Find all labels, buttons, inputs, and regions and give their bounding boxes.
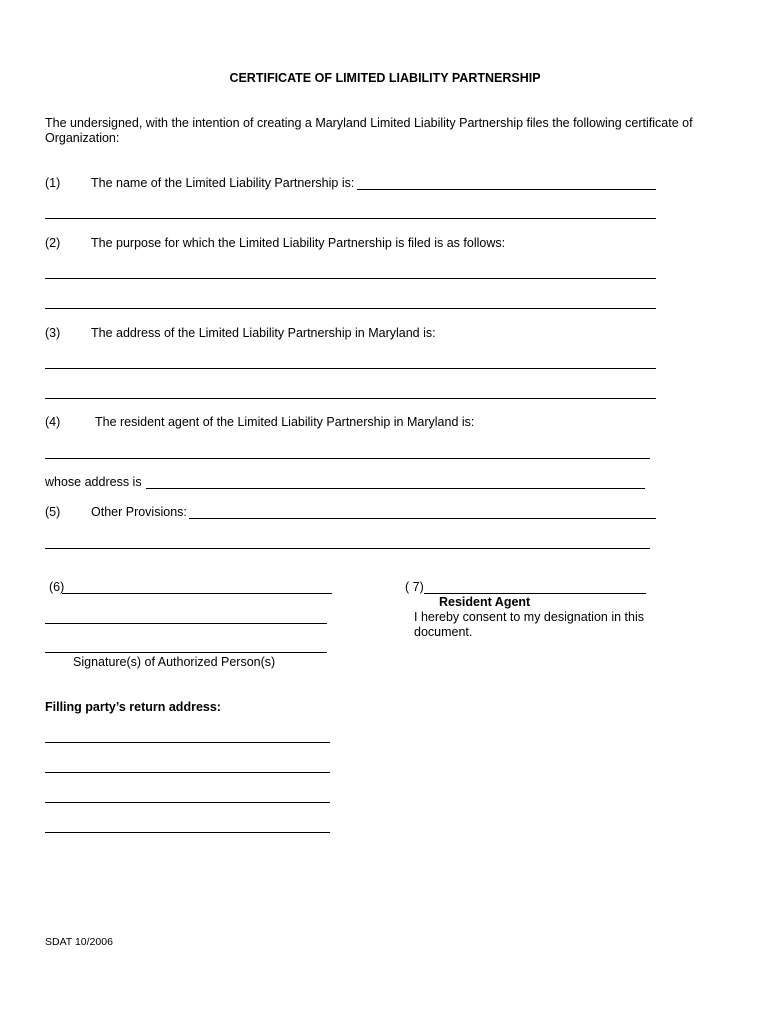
signature-caption: Signature(s) of Authorized Person(s) [73, 655, 276, 669]
item-5-number: (5) [45, 505, 61, 519]
return-address-line-3[interactable] [45, 802, 330, 803]
other-provisions-field-continued[interactable] [45, 548, 650, 549]
llp-name-field[interactable] [357, 189, 656, 190]
return-address-label: Filling party’s return address: [45, 700, 221, 714]
item-4-number: (4) [45, 415, 61, 429]
purpose-field-line-2[interactable] [45, 308, 656, 309]
resident-agent-signature-field[interactable] [424, 593, 646, 594]
item-1-text: The name of the Limited Liability Partnership is: [91, 176, 355, 190]
resident-agent-heading: Resident Agent [439, 595, 531, 609]
item-3-number: (3) [45, 326, 61, 340]
resident-agent-field[interactable] [45, 458, 650, 459]
signature-field-1[interactable] [62, 593, 332, 594]
other-provisions-field[interactable] [189, 518, 656, 519]
signature-number: (6) [49, 580, 65, 594]
consent-text-line-2: document. [414, 625, 473, 639]
address-field-line-2[interactable] [45, 398, 656, 399]
return-address-line-4[interactable] [45, 832, 330, 833]
item-1-number: (1) [45, 176, 61, 190]
item-5-text: Other Provisions: [91, 505, 187, 519]
item-4-text: The resident agent of the Limited Liability Partnership in Maryland is: [95, 415, 475, 429]
address-field-line-1[interactable] [45, 368, 656, 369]
item-2-number: (2) [45, 236, 61, 250]
item-2-text: The purpose for which the Limited Liability Partnership is filed is as follows: [91, 236, 506, 250]
consent-text-line-1: I hereby consent to my designation in this [414, 610, 644, 624]
resident-agent-number: ( 7) [405, 580, 424, 594]
document-title: CERTIFICATE OF LIMITED LIABILITY PARTNERSHIP [229, 71, 541, 85]
return-address-line-1[interactable] [45, 742, 330, 743]
intro-paragraph: The undersigned, with the intention of creating a Maryland Limited Liability Partnership files the following certificate of Organization: [45, 116, 693, 145]
signature-field-3[interactable] [45, 652, 327, 653]
llp-name-field-continued[interactable] [45, 218, 656, 219]
whose-address-label: whose address is [45, 475, 142, 489]
agent-address-field[interactable] [146, 488, 645, 489]
form-code: SDAT 10/2006 [45, 936, 113, 948]
item-3-text: The address of the Limited Liability Partnership in Maryland is: [91, 326, 436, 340]
purpose-field-line-1[interactable] [45, 278, 656, 279]
return-address-line-2[interactable] [45, 772, 330, 773]
signature-field-2[interactable] [45, 623, 327, 624]
